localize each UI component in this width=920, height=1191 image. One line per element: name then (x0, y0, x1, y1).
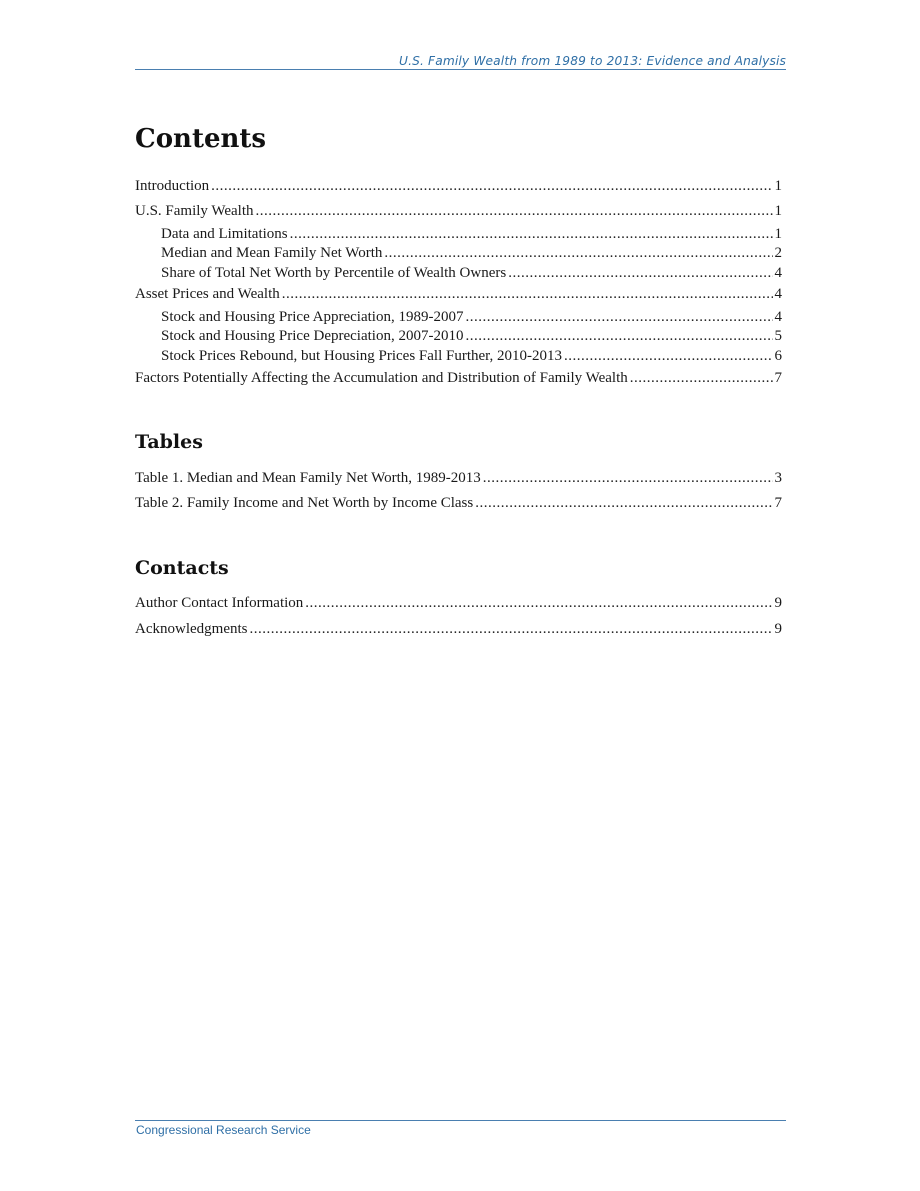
toc-entry-introduction[interactable] (135, 177, 782, 195)
toc-entry-page: 4 (774, 286, 782, 302)
toc-entry-page: 6 (774, 348, 782, 364)
toc-entry-page: 4 (774, 309, 782, 325)
toc-leader-dots (508, 264, 772, 282)
toc-entry-author-contact[interactable] (135, 594, 782, 612)
running-header: U.S. Family Wealth from 1989 to 2013: Evidence and Analysis (399, 54, 786, 68)
toc-entry-factors-affecting-wealth[interactable] (135, 369, 782, 387)
toc-leader-dots (305, 594, 772, 612)
toc-entry-title: Stock and Housing Price Depreciation, 2007-2010 (161, 328, 464, 344)
toc-entry-title: Factors Potentially Affecting the Accumulation and Distribution of Family Wealth (135, 370, 628, 386)
footer-rule (135, 1120, 786, 1121)
toc-entry-page: 2 (774, 245, 782, 261)
toc-entry-title: Stock and Housing Price Appreciation, 1989-2007 (161, 309, 464, 325)
toc-entry-page: 5 (774, 328, 782, 344)
toc-leader-dots (483, 469, 773, 487)
toc-entry-title: Table 2. Family Income and Net Worth by Income Class (135, 495, 474, 511)
toc-entry-acknowledgments[interactable] (135, 620, 782, 638)
toc-entry-title: Author Contact Information (135, 595, 304, 611)
toc-entry-title: Introduction (135, 178, 210, 194)
toc-leader-dots (630, 369, 773, 387)
toc-entry-title: Asset Prices and Wealth (135, 286, 280, 302)
toc-leader-dots (256, 202, 773, 220)
toc-leader-dots (384, 244, 772, 262)
toc-leader-dots (282, 285, 773, 303)
toc-entry-table-1[interactable] (135, 469, 782, 487)
toc-entry-us-family-wealth[interactable] (135, 202, 782, 220)
toc-entry-title: Acknowledgments (135, 621, 248, 637)
toc-entry-share-of-net-worth[interactable] (161, 264, 782, 282)
toc-entry-page: 9 (774, 595, 782, 611)
toc-entry-title: Share of Total Net Worth by Percentile of Wealth Owners (161, 265, 507, 281)
toc-entry-title: Median and Mean Family Net Worth (161, 245, 383, 261)
header-rule (135, 69, 786, 70)
toc-entry-page: 9 (774, 621, 782, 637)
toc-leader-dots (249, 620, 772, 638)
toc-entry-data-and-limitations[interactable] (161, 225, 782, 243)
toc-entry-price-appreciation[interactable] (161, 308, 782, 326)
toc-leader-dots (475, 494, 772, 512)
toc-leader-dots (564, 347, 772, 365)
toc-entry-price-depreciation[interactable] (161, 327, 782, 345)
toc-entry-page: 1 (774, 178, 782, 194)
toc-leader-dots (290, 225, 773, 243)
contacts-heading: Contacts (135, 557, 229, 579)
toc-entry-title: Data and Limitations (161, 226, 288, 242)
toc-leader-dots (211, 177, 772, 195)
contents-heading: Contents (135, 124, 267, 154)
tables-heading: Tables (135, 431, 203, 453)
toc-entry-page: 7 (774, 370, 782, 386)
toc-entry-page: 4 (774, 265, 782, 281)
toc-entry-median-mean-net-worth[interactable] (161, 244, 782, 262)
toc-entry-title: Table 1. Median and Mean Family Net Worth, 1989-2013 (135, 470, 481, 486)
toc-leader-dots (465, 308, 772, 326)
toc-entry-page: 7 (774, 495, 782, 511)
toc-entry-stock-prices-rebound[interactable] (161, 347, 782, 365)
footer-organization: Congressional Research Service (136, 1123, 311, 1137)
toc-entry-page: 1 (774, 226, 782, 242)
toc-entry-asset-prices-and-wealth[interactable] (135, 285, 782, 303)
toc-entry-page: 1 (774, 203, 782, 219)
toc-entry-page: 3 (774, 470, 782, 486)
toc-leader-dots (465, 327, 772, 345)
toc-entry-table-2[interactable] (135, 494, 782, 512)
toc-entry-title: U.S. Family Wealth (135, 203, 254, 219)
toc-entry-title: Stock Prices Rebound, but Housing Prices Fall Further, 2010-2013 (161, 348, 563, 364)
